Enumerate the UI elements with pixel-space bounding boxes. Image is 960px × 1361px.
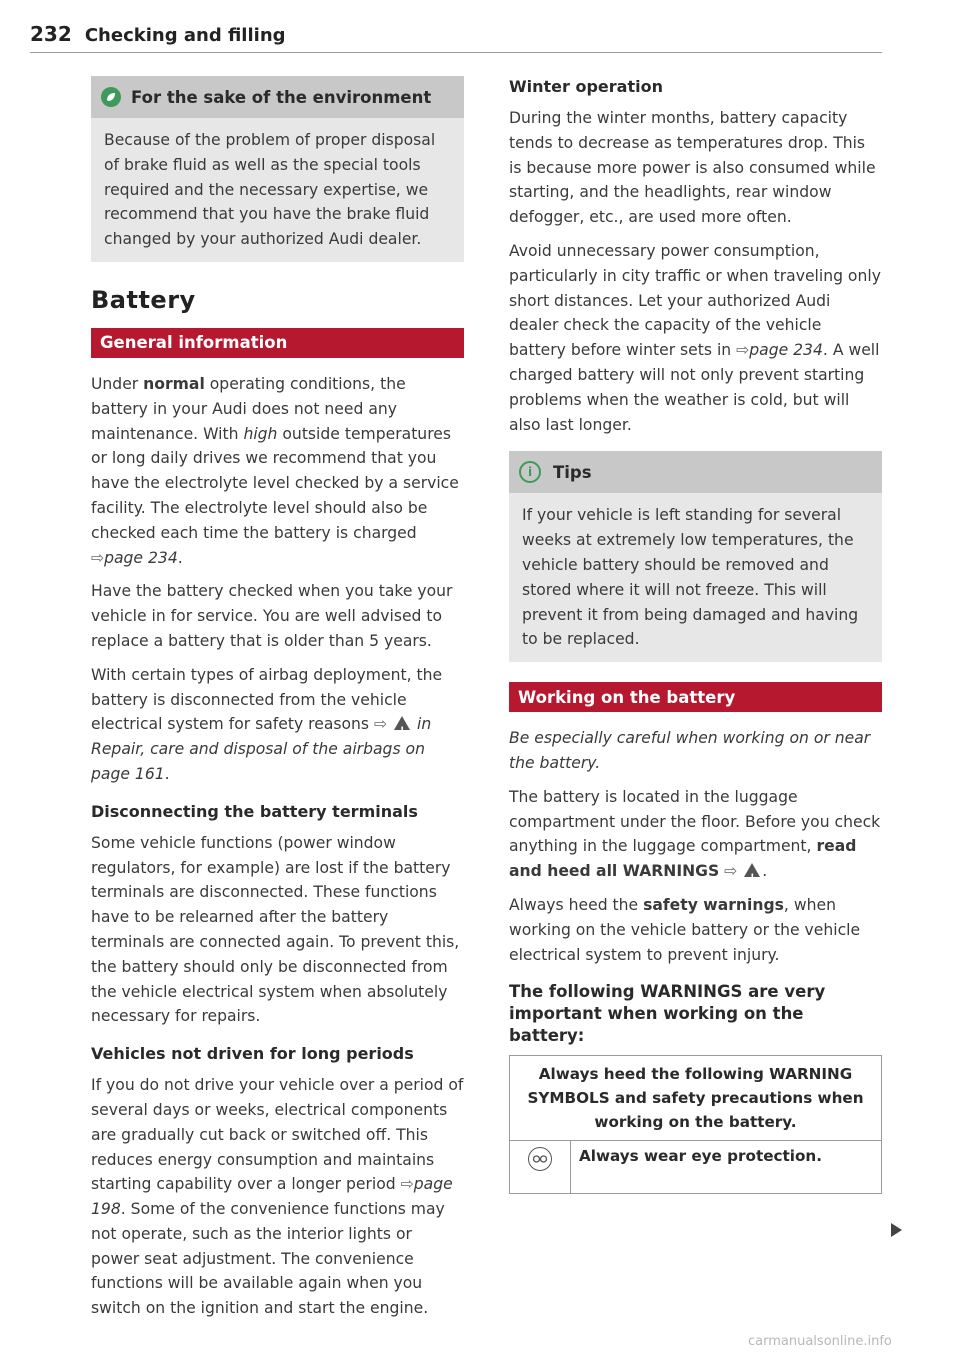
continue-arrow-icon [891,1223,902,1237]
left-column [91,76,464,1330]
environment-box-body [91,118,464,262]
text: Always heed the [509,895,644,914]
text: . A well charged battery will not only prevent starting problems when the weather is cold, but will also last longer. [509,341,880,434]
text: . [762,862,768,881]
info-icon: i [519,461,541,483]
text: Avoid unnecessary power consumption, particularly in city traffic or when traveling only short distances. Let your authorized Audi dealer check the capacity of the vehicle battery before winter sets in [509,241,881,360]
text: With certain types of airbag deployment, the battery is disconnected from the vehicle electrical system for safety reasons [91,665,443,734]
winter-heading: Winter operation [509,77,663,96]
environment-box [91,76,464,262]
battery-heading: Battery [91,285,196,314]
text: Under [91,374,144,393]
tips-box-body [509,493,882,662]
paragraph-vehicles [91,1073,464,1321]
page-link[interactable]: page 198 [91,1175,453,1219]
arrow-icon: ⇨ [400,1175,414,1194]
right-column [509,76,882,1194]
tips-text: If your vehicle is left standing for several weeks at extremely low temperatures, the vehicle battery should be removed and stored where it will not freeze. This will prevent it from being damaged and having to be replaced. [522,506,859,649]
paragraph-disconnecting: Some vehicle functions (power window regulators, for example) are lost if the battery terminals are disconnected. These functions have to be relearned after the battery terminals are connected again. To prevent this, the battery should only be disconnected from the vehicle electrical system when absolutely necessary for repairs. [91,833,460,1026]
warning-table [509,1055,882,1194]
section-title: Checking and filling [84,25,286,46]
watermark: carmanualsonline.info [748,1334,892,1349]
general-information-bar: General information [91,328,464,358]
text: outside temperatures or long daily drives we recommend that you have the electrolyte level checked by a service facility. The electrolyte level should also be checked each time the battery is charged [91,424,459,542]
paragraph-service: Have the battery checked when you take your vehicle in for service. You are well advised to replace a battery that is older than 5 years. [91,582,453,650]
paragraph-careful: Be especially careful when working on or near the battery. [509,729,871,772]
arrow-icon: ⇨ [374,715,388,734]
italic-high: high [243,424,278,443]
paragraph-safety [509,893,882,967]
eye-protection-icon [528,1147,552,1171]
bold-safety-warnings: safety warnings [643,895,784,914]
tips-box-title: Tips [553,462,592,482]
paragraph-airbag [91,663,464,787]
text: . Some of the convenience functions may not operate, such as the interior lights or power seat adjustment. The convenience functions will be available again when you switch on the ignition and start the engine. [91,1200,445,1318]
goggles-cell [510,1141,571,1194]
warning-table-header: Always heed the following WARNING SYMBOLS and safety precautions when working on the battery. [510,1056,882,1141]
bold-read-heed: read and heed all WARNINGS [509,837,857,881]
page-link[interactable]: page 234 [749,341,823,360]
paragraph-normal-conditions [91,372,464,570]
text: operating conditions, the battery in your Audi does not need any maintenance. With [91,374,406,443]
page-number: 232 [30,22,72,46]
text: If you do not drive your vehicle over a period of several days or weeks, electrical components are gradually cut back or switched off. This reduces energy consumption and maintains starting capability over a longer period [91,1076,464,1194]
environment-icon [101,87,121,107]
following-warnings-heading: The following WARNINGS are very important when working on the battery: [509,982,826,1046]
page-header [30,22,882,53]
arrow-icon: ⇨ [719,862,738,881]
paragraph-winter: During the winter months, battery capacity tends to decrease as temperatures drop. This is because more power is also consumed while starting, and the headlights, rear window defogger, etc., are used more often. [509,109,876,227]
bold-normal: normal [143,374,205,393]
text: , when working on the vehicle battery or the vehicle electrical system to prevent injury. [509,895,861,964]
warning-icon [394,716,410,730]
tips-box-header [509,451,882,493]
page-link[interactable]: page 234 [104,548,178,567]
text: The battery is located in the luggage compartment under the floor. Before you check anything in the luggage compartment, [509,787,881,856]
disconnecting-heading: Disconnecting the battery terminals [91,801,418,821]
paragraph-avoid-consumption [509,239,882,437]
text: . [164,764,170,783]
environment-box-header [91,76,464,118]
warning-icon [744,863,760,877]
table-row [510,1141,882,1194]
eye-protection-text: Always wear eye protection. [571,1141,882,1194]
page-link[interactable]: in Repair, care and disposal of the airbags on page 161 [91,715,432,783]
arrow-icon: ⇨ [91,548,105,567]
working-on-battery-bar: Working on the battery [509,682,882,712]
environment-text: Because of the problem of proper disposal of brake fluid as well as the special tools required and the necessary expertise, we recommend that you have the brake fluid changed by your authorized Audi dealer. [104,131,436,249]
arrow-icon: ⇨ [736,341,750,360]
tips-box [509,451,882,662]
vehicles-heading: Vehicles not driven for long periods [91,1044,414,1064]
paragraph-location [509,785,882,884]
environment-box-title: For the sake of the environment [131,87,432,107]
text: . [177,548,183,567]
table-row [510,1056,882,1141]
